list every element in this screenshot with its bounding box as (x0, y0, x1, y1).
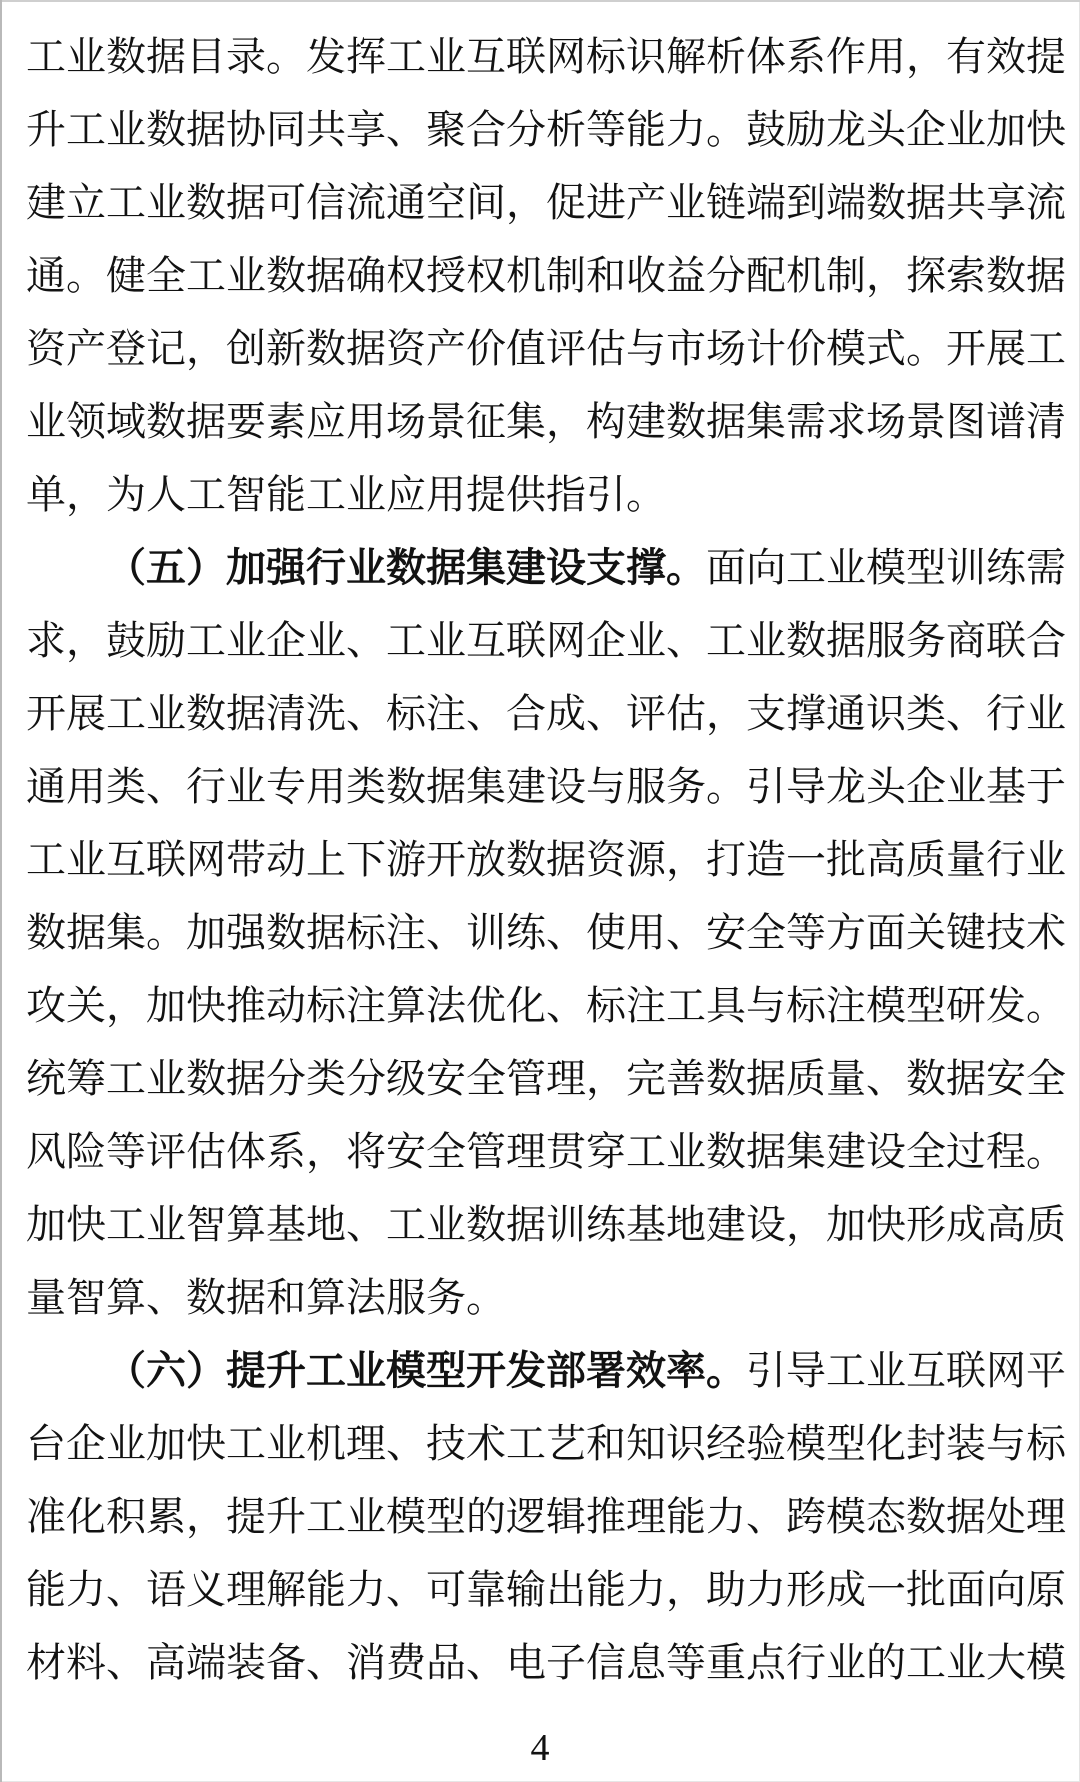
text-line-13 (26, 896, 1066, 969)
body-text: 工业数据目录。发挥工业互联网标识解析体系作用，有效提 (26, 34, 1066, 79)
body-text: 数据集。加强数据标注、训练、使用、安全等方面关键技术 (26, 910, 1066, 955)
text-line-18 (26, 1261, 1066, 1334)
body-text: 能力、语义理解能力、可靠输出能力，助力形成一批面向原 (26, 1567, 1066, 1612)
body-text: 引导工业互联网平 (746, 1348, 1066, 1393)
body-text: 台企业加快工业机理、技术工艺和知识经验模型化封装与标 (26, 1421, 1066, 1466)
text-line-8 (26, 531, 1066, 604)
body-text: 建立工业数据可信流通空间，促进产业链端到端数据共享流 (26, 180, 1066, 225)
page-number: 4 (530, 1727, 550, 1769)
body-text: 通。健全工业数据确权授权机制和收益分配机制，探索数据 (26, 253, 1066, 298)
body-text: 风险等评估体系，将安全管理贯穿工业数据集建设全过程。 (26, 1129, 1066, 1174)
body-text: 升工业数据协同共享、聚合分析等能力。鼓励龙头企业加快 (26, 107, 1066, 152)
body-text: 求，鼓励工业企业、工业互联网企业、工业数据服务商联合 (26, 618, 1066, 663)
text-line-5 (26, 312, 1066, 385)
text-line-21 (26, 1480, 1066, 1553)
text-line-1 (26, 20, 1066, 93)
text-line-22 (26, 1553, 1066, 1626)
text-line-7 (26, 458, 1066, 531)
section-heading: （五）加强行业数据集建设支撑。 (106, 545, 706, 590)
body-text: 量智算、数据和算法服务。 (26, 1275, 506, 1320)
text-line-23 (26, 1626, 1066, 1699)
text-line-17 (26, 1188, 1066, 1261)
body-text: 攻关，加快推动标注算法优化、标注工具与标注模型研发。 (26, 983, 1066, 1028)
text-line-4 (26, 239, 1066, 312)
body-text: 准化积累，提升工业模型的逻辑推理能力、跨模态数据处理 (26, 1494, 1066, 1539)
document-body (26, 20, 1066, 1699)
body-text: 开展工业数据清洗、标注、合成、评估，支撑通识类、行业 (26, 691, 1066, 736)
text-line-2 (26, 93, 1066, 166)
section-heading: （六）提升工业模型开发部署效率。 (106, 1348, 746, 1393)
body-text: 业领域数据要素应用场景征集，构建数据集需求场景图谱清 (26, 399, 1066, 444)
text-line-16 (26, 1115, 1066, 1188)
text-line-19 (26, 1334, 1066, 1407)
text-line-6 (26, 385, 1066, 458)
body-text: 工业互联网带动上下游开放数据资源，打造一批高质量行业 (26, 837, 1066, 882)
body-text: 面向工业模型训练需 (706, 545, 1066, 590)
text-line-3 (26, 166, 1066, 239)
text-line-10 (26, 677, 1066, 750)
text-line-12 (26, 823, 1066, 896)
body-text: 材料、高端装备、消费品、电子信息等重点行业的工业大模 (26, 1640, 1066, 1685)
body-text: 资产登记，创新数据资产价值评估与市场计价模式。开展工 (26, 326, 1066, 371)
body-text: 通用类、行业专用类数据集建设与服务。引导龙头企业基于 (26, 764, 1066, 809)
body-text: 单，为人工智能工业应用提供指引。 (26, 472, 666, 517)
text-line-9 (26, 604, 1066, 677)
body-text: 统筹工业数据分类分级安全管理，完善数据质量、数据安全 (26, 1056, 1066, 1101)
body-text: 加快工业智算基地、工业数据训练基地建设，加快形成高质 (26, 1202, 1066, 1247)
text-line-11 (26, 750, 1066, 823)
text-line-15 (26, 1042, 1066, 1115)
text-line-20 (26, 1407, 1066, 1480)
text-line-14 (26, 969, 1066, 1042)
